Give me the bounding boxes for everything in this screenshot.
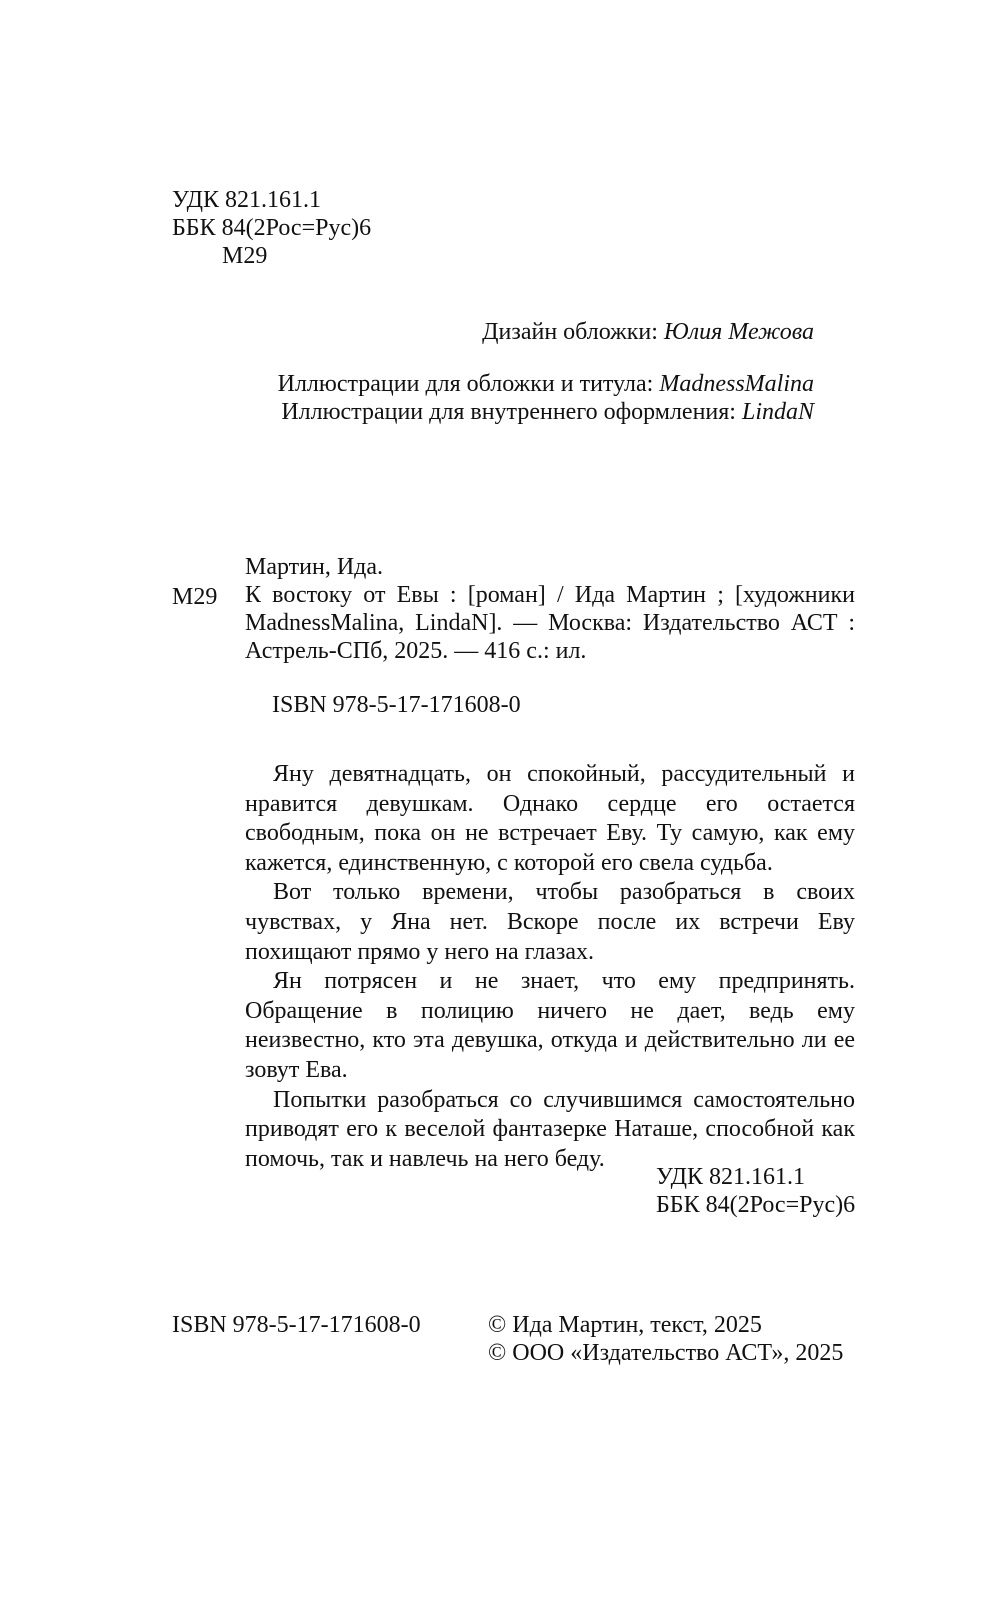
annotation-paragraph: Вот только времени, чтобы разобраться в своих чувствах, у Яна нет. Вскоре после их встречи Еву похищают прямо у него на глазах. bbox=[245, 879, 855, 965]
credit-cover-illustrations bbox=[278, 370, 814, 398]
credit-cover-design bbox=[482, 318, 814, 346]
bbk-code: ББК 84(2Рос=Рус)6 bbox=[172, 215, 372, 241]
credit-label: Иллюстрации для внутреннего оформления: bbox=[281, 399, 736, 425]
copyright-publisher: © ООО «Издательство АСТ», 2025 bbox=[488, 1340, 844, 1366]
annotation bbox=[245, 760, 855, 1174]
catalog-isbn: ISBN 978-5-17-171608-0 bbox=[272, 692, 521, 718]
credit-name: MadnessMalina bbox=[659, 371, 814, 397]
bbk-code-bottom: ББК 84(2Рос=Рус)6 bbox=[656, 1192, 856, 1218]
credit-label: Дизайн обложки: bbox=[482, 319, 658, 345]
credit-name: LindaN bbox=[741, 399, 814, 425]
annotation-paragraph: Попытки разобраться со случившимся самостоятельно приводят его к веселой фантазерке Наташе, способной как помочь, так и навлечь на него беду. bbox=[245, 1086, 855, 1172]
copyright-author: © Ида Мартин, текст, 2025 bbox=[488, 1312, 762, 1338]
udk-code-bottom: УДК 821.161.1 bbox=[656, 1164, 805, 1190]
footer-isbn: ISBN 978-5-17-171608-0 bbox=[172, 1312, 421, 1338]
catalog-author: Мартин, Ида. bbox=[245, 554, 384, 580]
credit-inner-illustrations bbox=[281, 398, 814, 426]
annotation-paragraph: Яну девятнадцать, он спокойный, рассудительный и нравится девушкам. Однако сердце его остается свободным, пока он не встречает Еву. Ту самую, как ему кажется, единственную, с которой его свела судьба. bbox=[245, 761, 855, 876]
udk-code: УДК 821.161.1 bbox=[172, 187, 321, 213]
catalog-description-line: MadnessMalina, LindaN]. — Москва: Издательство АСТ : bbox=[245, 610, 855, 636]
catalog-description-line: К востоку от Евы : [роман] / Ида Мартин ; [художники bbox=[245, 582, 855, 608]
author-mark: М29 bbox=[222, 243, 268, 269]
annotation-paragraph: Ян потрясен и не знает, что ему предпринять. Обращение в полицию ничего не дает, ведь ему неизвестно, кто эта девушка, откуда и действительно ли ее зовут Ева. bbox=[245, 968, 855, 1083]
catalog-author-mark: М29 bbox=[172, 584, 218, 610]
credit-label: Иллюстрации для обложки и титула: bbox=[277, 371, 654, 397]
catalog-description-line: Астрель-СПб, 2025. — 416 с.: ил. bbox=[245, 638, 587, 664]
credit-name: Юлия Межова bbox=[663, 319, 814, 345]
